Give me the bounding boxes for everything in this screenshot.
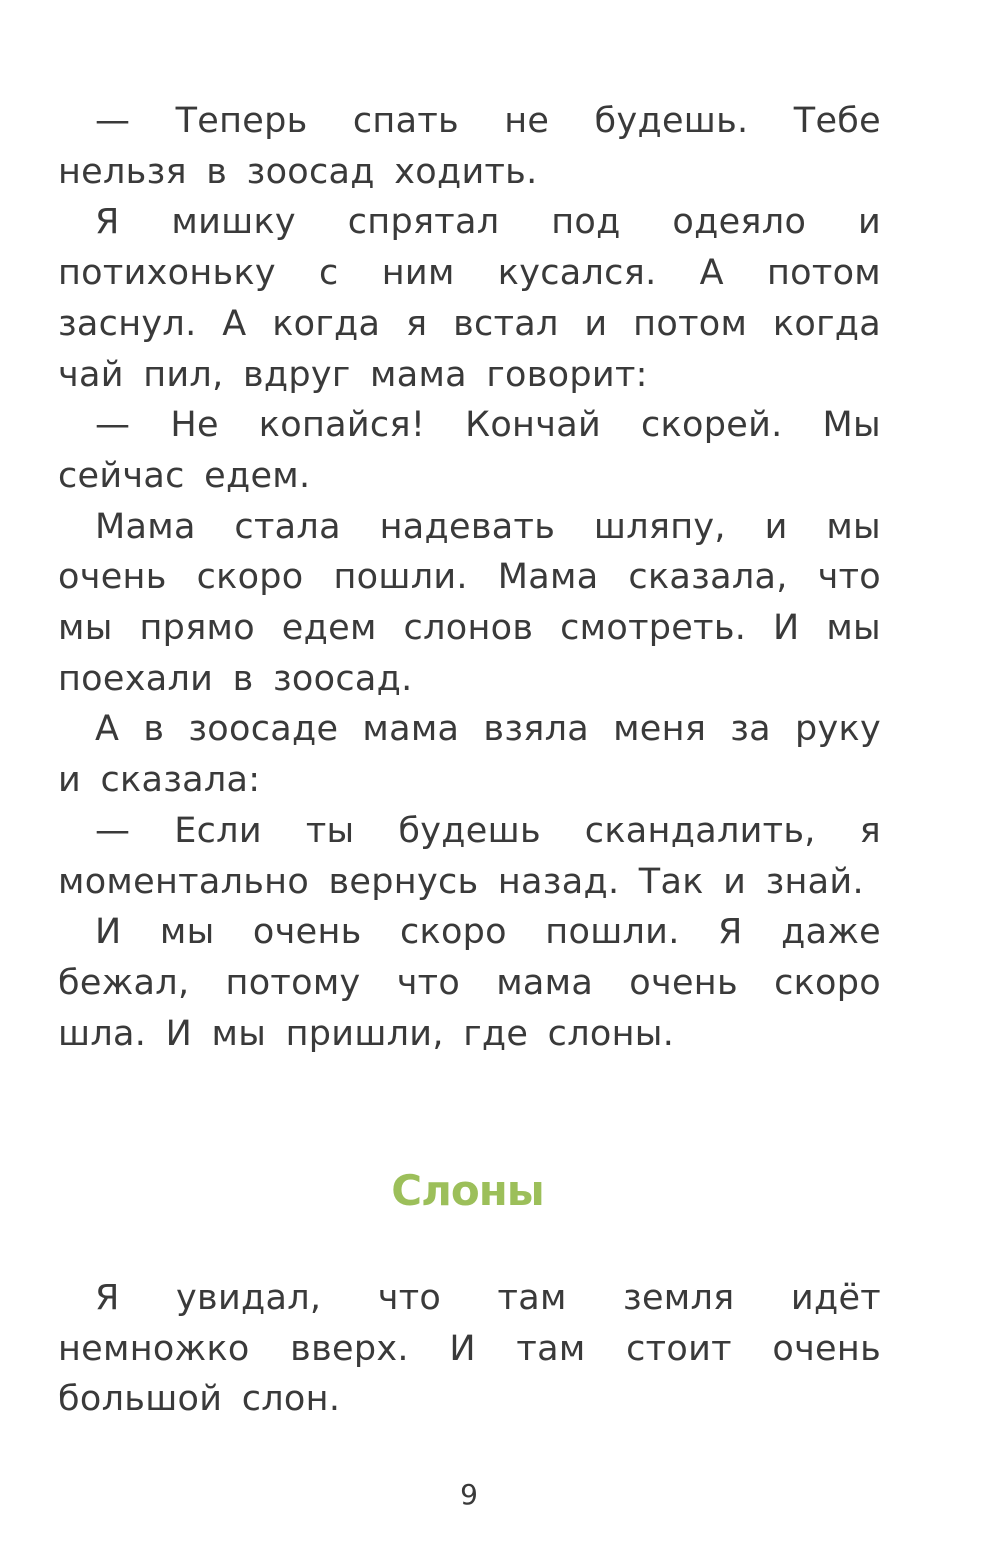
paragraph: А в зоосаде мама взяла меня за руку и сказала: — [58, 709, 881, 801]
paragraph: Я увидал, что там земля идёт немножко вверх. И там стоит очень большой слон. — [58, 1278, 881, 1420]
paragraph: Я мишку спрятал под одеяло и потихоньку с ним кусался. А потом заснул. А когда я встал и потом когда чай пил, вдруг мама говорит: — [58, 202, 881, 395]
paragraph: — Если ты будешь скандалить, я моментально вернусь назад. Так и знай. — [58, 810, 881, 902]
chapter-title: Слоны — [391, 1166, 544, 1215]
paragraph: Мама стала надевать шляпу, и мы очень скоро пошли. Мама сказала, что мы прямо едем слонов смотреть. И мы поехали в зоосад. — [58, 506, 881, 699]
story-text-upper — [58, 96, 881, 1059]
paragraph: И мы очень скоро пошли. Я даже бежал, потому что мама очень скоро шла. И мы пришли, где слоны. — [58, 912, 881, 1054]
paragraph: — Не копайся! Кончай скорей. Мы сейчас едем. — [58, 405, 881, 496]
paragraph: — Теперь спать не будешь. Тебе нельзя в зоосад ходить. — [58, 101, 881, 192]
story-text-lower — [58, 1273, 881, 1425]
page-number: 9 — [460, 1478, 478, 1511]
